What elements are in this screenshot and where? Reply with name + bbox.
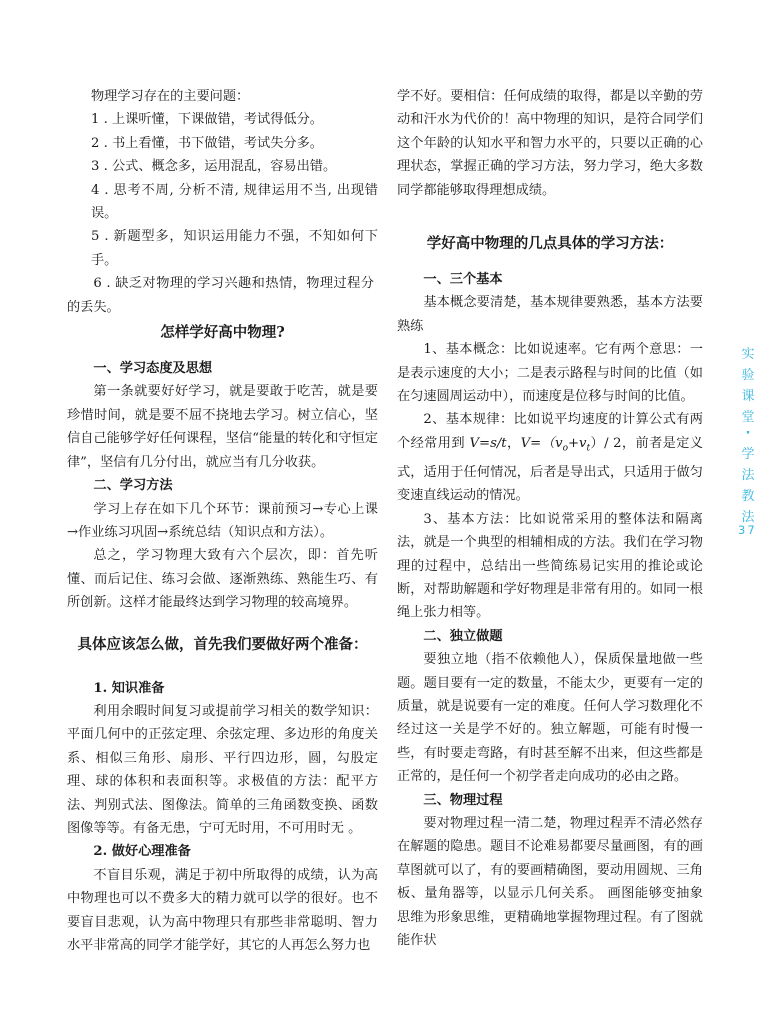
sidebar-char-7: 教 xyxy=(741,489,755,504)
right-column xyxy=(397,85,703,952)
formula-plus: +v xyxy=(568,435,587,451)
formula-derived-end: ）/ 2 xyxy=(590,435,622,451)
left-column xyxy=(67,85,378,957)
problem-item-1: 1 . 上课听懂，下课做错，考试得低分。 xyxy=(91,112,323,128)
problem-item-2: 2 . 书上看懂，书下做错，考试失分多。 xyxy=(91,135,323,151)
basic-law: 2、基本规律：比如说平均速度的计算公式有两个经常用到 V=s/t，$V=(v_o+v_t)/$ 2，前者是定义式，适用于任何情况，后者是导出式，只适用于做匀变速直线运动的情况。 xyxy=(397,412,704,504)
sidebar-char-1: 实 xyxy=(741,347,755,362)
sidebar-char-3: 课 xyxy=(741,389,755,404)
independent-heading: 二、独立做题 xyxy=(423,628,503,644)
problem-item-3: 3 . 公式、概念多，运用混乱，容易出错。 xyxy=(91,159,337,175)
preparation-title: 具体应该怎么做，首先我们要做好两个准备： xyxy=(77,635,368,653)
formula-definition: V=s/t xyxy=(469,435,507,451)
sidebar-char-5: 学 xyxy=(741,447,755,462)
knowledge-text: 利用余暇时间复习或提前学习相关的数学知识：平面几何中的正弦定理、余弦定理、多边形的角度关系、相似三角形、扇形、平行四边形，圆，勾股定理、球的体积和表面积等。求极值的方法：配平方法、判别式法、图像法。简单的三角函数变换、函数图像等等。有备无患，宁可无时用，不可用时无 。 xyxy=(67,703,378,836)
formula-derived: V=（v xyxy=(520,435,563,451)
method-heading: 二、学习方法 xyxy=(93,478,173,494)
basics-heading: 一、三个基本 xyxy=(423,272,503,288)
continued-text: 学不好。要相信：任何成绩的取得，都是以辛勤的劳动和汗水为代价的！高中物理的知识，是符合同学们这个年龄的认知水平和智力水平的，只要以正确的心理状态，掌握正确的学习方法，努力学习，绝大多数同学都能够取得理想成绩。 xyxy=(397,89,703,198)
mental-text: 不盲目乐观，满足于初中所取得的成绩，认为高中物理也可以不费多大的精力就可以学的很好。也不要盲目悲观，认为高中物理只有那些非常聪明、智力水平非常高的同学才能学好，其它的人再怎么努力也 xyxy=(67,867,378,953)
sidebar-separator: · xyxy=(745,426,751,441)
how-to-learn-title: 怎样学好高中物理? xyxy=(160,324,285,342)
problem-item-5: 5 . 新题型多，知识运用能力不强，不知如何下手。 xyxy=(91,229,378,268)
basic-law-text-a: 2、基本规律：比如说平均速度的计算公式有两个经常用到 xyxy=(397,412,703,451)
attitude-text: 第一条就要好好学习，就是要敢于吃苦，就是要珍惜时间，就是要不屈不挠地去学习。树立信心，坚信自己能够学好任何课程，坚信“能量的转化和守恒定律”，坚信有几分付出，就应当有几分收获。 xyxy=(67,384,378,470)
sidebar-char-2: 验 xyxy=(741,368,755,383)
sidebar-char-4: 堂 xyxy=(741,410,755,425)
problem-item-4: 4 . 思考不周, 分析不清, 规律运用不当, 出现错误。 xyxy=(91,182,378,222)
basic-method: 3、基本方法：比如说常采用的整体法和隔离法，就是一个典型的相辅相成的方法。我们在学习物理的过程中，总结出一些简练易记实用的推论或论断，对帮助解题和学好物理是非常有用的。如同一根绳上张力相等。 xyxy=(397,511,703,621)
problem-item-6: 6 . 缺乏对物理的学习兴趣和热情，物理过程分的丢失。 xyxy=(67,276,374,315)
attitude-heading: 一、学习态度及思想 xyxy=(93,361,213,377)
knowledge-heading: 1. 知识准备 xyxy=(93,680,165,696)
method-text-2: 总之，学习物理大致有六个层次，即：首先听懂、而后记住、练习会做、逐渐熟练、熟能生巧、有所创新。这样才能最终达到学习物理的较高境界。 xyxy=(67,548,378,611)
sidebar-char-6: 法 xyxy=(741,468,755,483)
process-text: 要对物理过程一清二楚，物理过程弄不清必然存在解题的隐患。题目不论难易都要尽量画图，有的画草图就可以了，有的要画精确图，要动用圆规、三角板、量角器等，以显示几何关系。 画图能够变抽象思维为形象思维，更精确地掌握物理过程。有了图就能作状 xyxy=(397,816,703,949)
basic-concept: 1、基本概念：比如说速率。它有两个意思：一是表示速度的大小；二是表示路程与时间的比值（如在匀速圆周运动中），而速度是位移与时间的比值。 xyxy=(397,342,703,405)
mental-heading: 2. 做好心理准备 xyxy=(93,844,191,860)
sidebar-char-8: 法 xyxy=(741,510,755,525)
problems-title: 物理学习存在的主要问题： xyxy=(91,89,250,104)
page-number: 37 xyxy=(738,523,757,537)
basic-law-text-b: ，前者是定义式，适用于任何情况，后者是导出式，只适用于做匀变速直线运动的情况。 xyxy=(397,435,704,504)
process-heading: 三、物理过程 xyxy=(423,792,503,808)
method-text-1: 学习上存在如下几个环节：课前预习→专心上课→作业练习巩固→系统总结（知识点和方法）。 xyxy=(67,501,378,540)
section-sidebar xyxy=(741,344,755,528)
independent-text: 要独立地（指不依赖他人），保质保量地做一些题。题目要有一定的数量，不能太少，更要有一定的质量，就是说要有一定的难度。任何人学习数理化不经过这一关是学不好的。独立解题，可能有时慢一些，有时要走弯路，有时甚至解不出来，但这些都是正常的，是任何一个初学者走向成功的必由之路。 xyxy=(397,652,703,785)
basics-intro: 基本概念要清楚，基本规律要熟悉，基本方法要熟练 xyxy=(397,295,703,334)
formula-sub-t: t xyxy=(586,443,591,454)
formula-sub-0: o xyxy=(562,443,568,454)
methods-title: 学好高中物理的几点具体的学习方法： xyxy=(426,235,674,253)
